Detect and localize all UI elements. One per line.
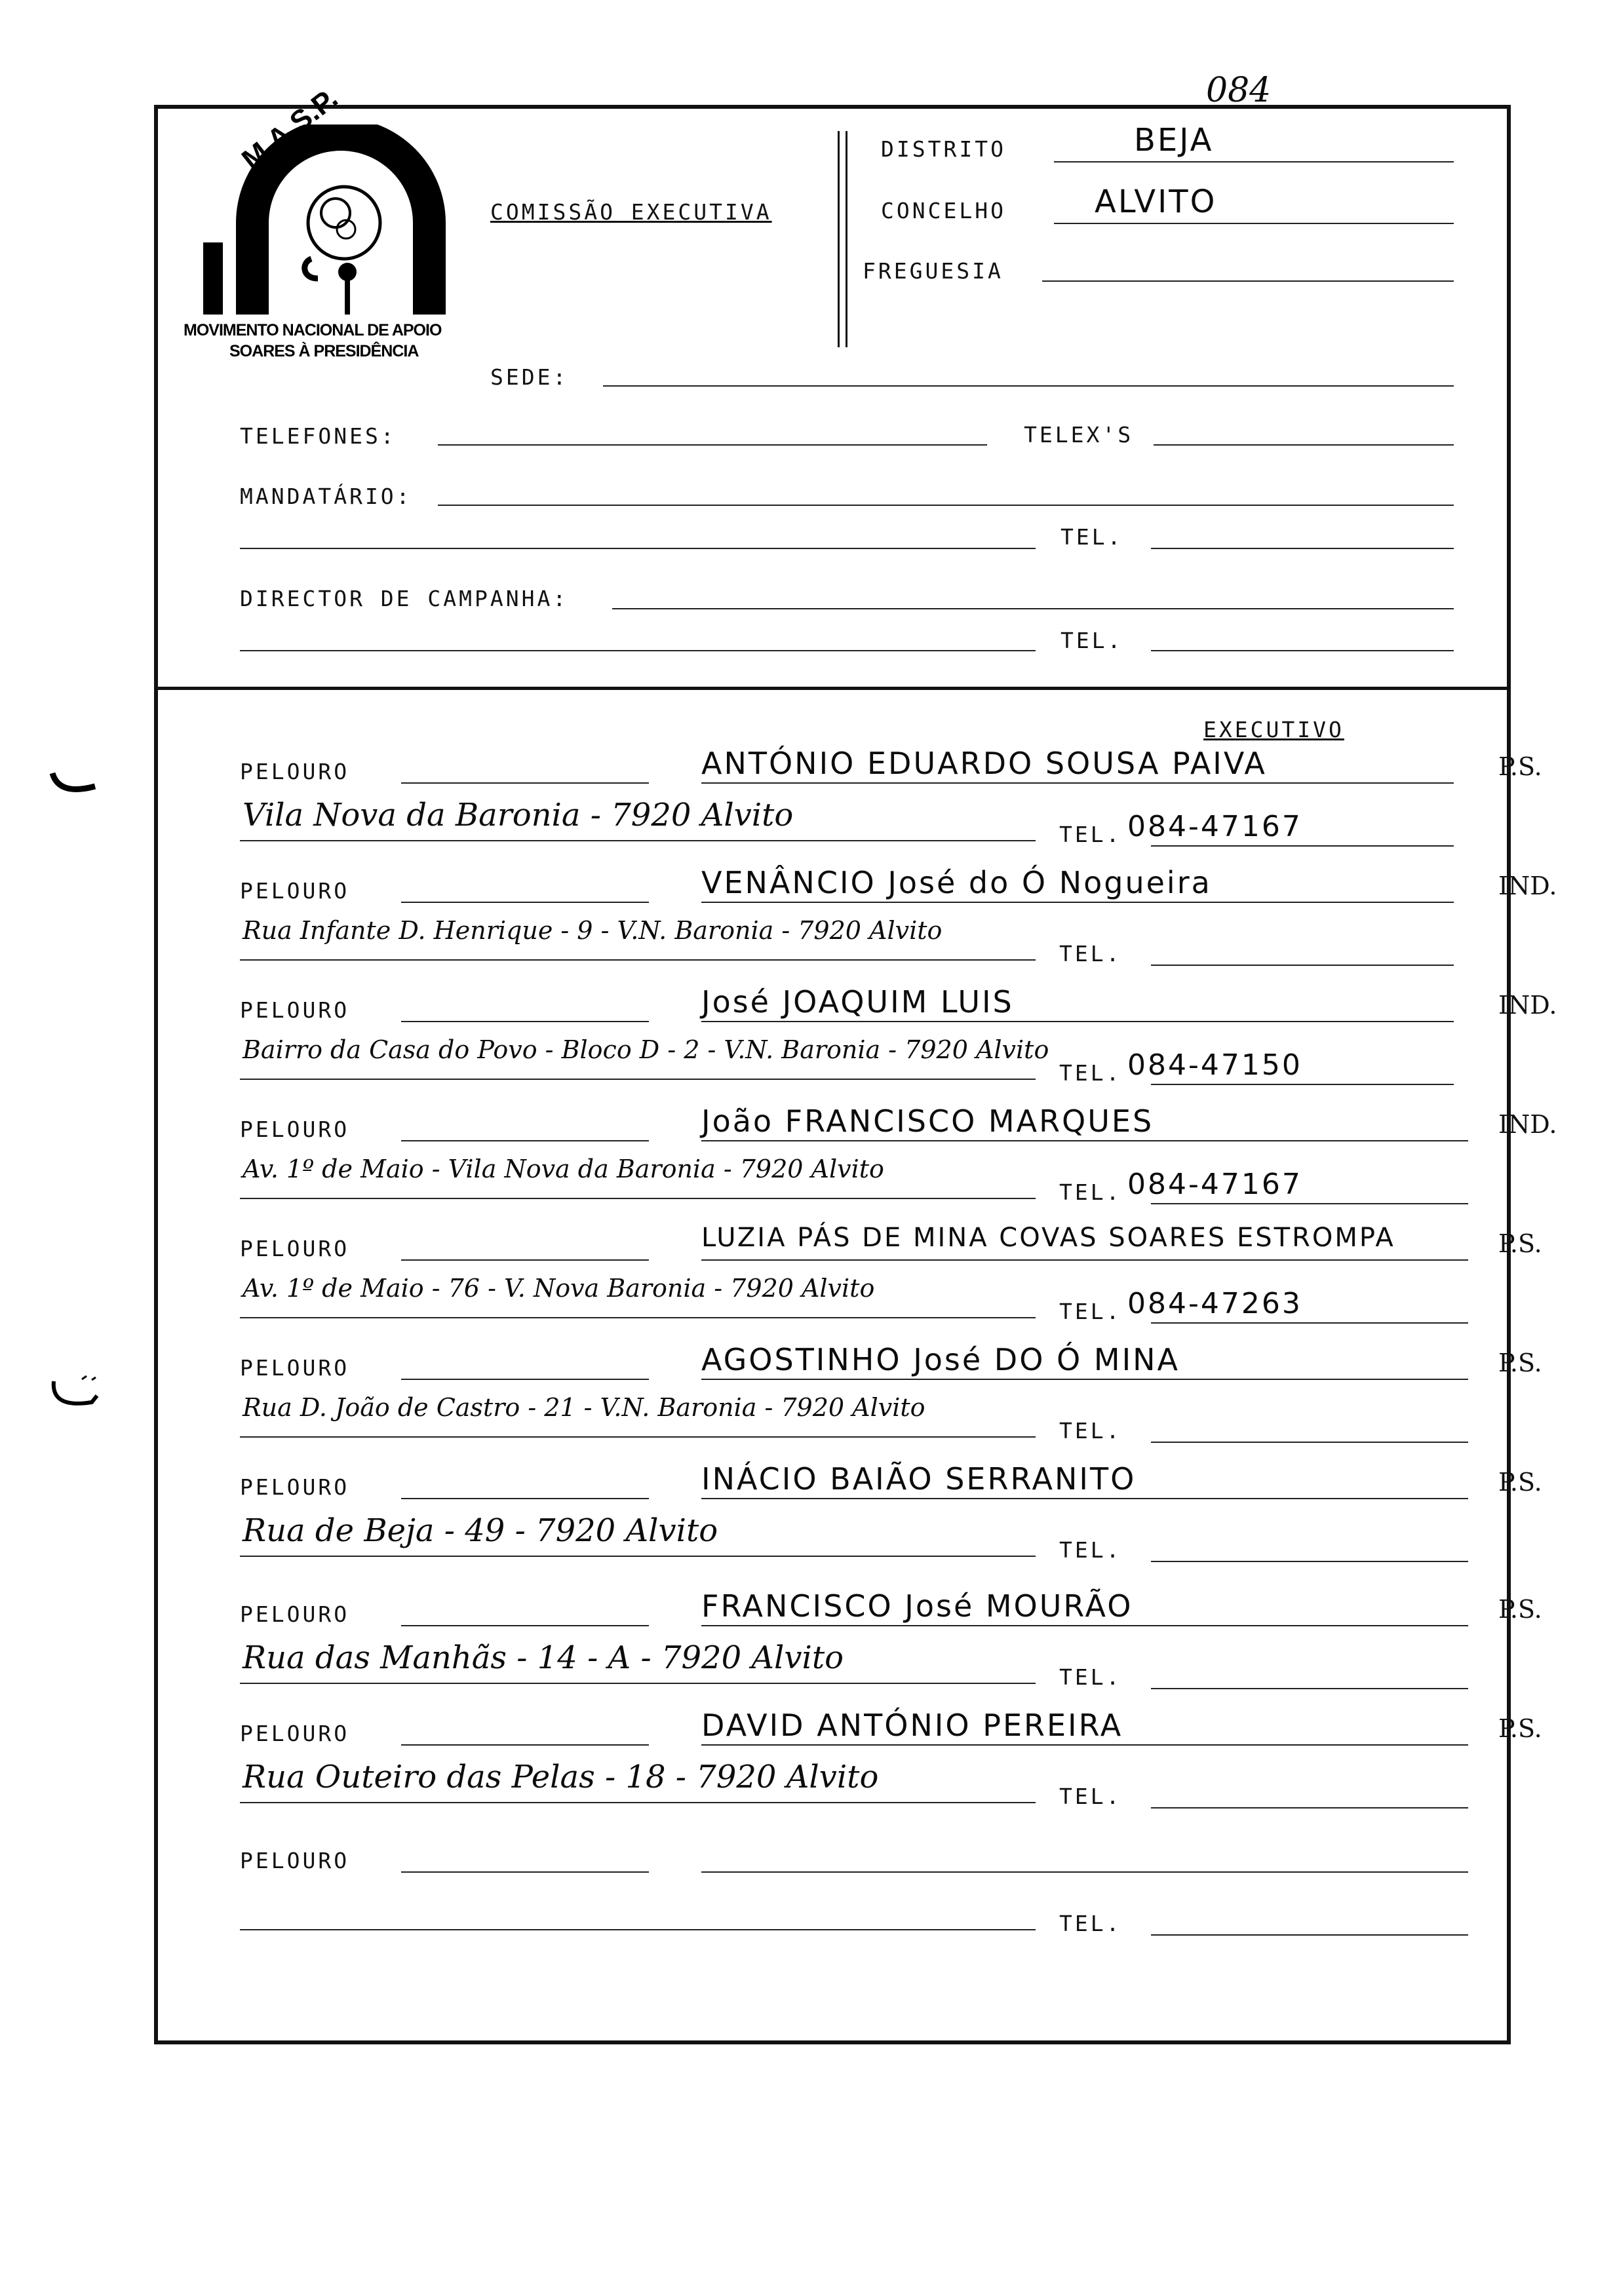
parish-label: FREGUESIA: [863, 258, 1003, 284]
pelouro-field[interactable]: [401, 902, 649, 903]
member-address-field[interactable]: [240, 1317, 1036, 1318]
pelouro-label: PELOURO: [240, 878, 350, 904]
member-party: P.S.: [1498, 1595, 1542, 1624]
pelouro-field[interactable]: [401, 1140, 649, 1141]
header-divider: [154, 687, 1511, 690]
mandatary-field-2[interactable]: [240, 548, 1036, 549]
member-name: INÁCIO BAIÃO SERRANITO: [701, 1461, 1137, 1497]
campaign-director-label: DIRECTOR DE CAMPANHA:: [240, 586, 569, 611]
pelouro-label: PELOURO: [240, 1236, 350, 1261]
member-address: Rua Outeiro das Pelas - 18 - 7920 Alvito: [243, 1759, 879, 1795]
logo-line-1: MOVIMENTO NACIONAL DE APOIO: [184, 321, 442, 339]
member-address-field[interactable]: [240, 1198, 1036, 1199]
parish-field[interactable]: [1042, 280, 1454, 282]
campaign-director-tel-label: TEL.: [1060, 628, 1123, 653]
member-address-field[interactable]: [240, 1802, 1036, 1803]
member-tel-label: TEL.: [1059, 1418, 1122, 1444]
seat-field[interactable]: [603, 385, 1454, 387]
member-party: P.S.: [1498, 752, 1542, 781]
member-address: Av. 1º de Maio - 76 - V. Nova Baronia - 7920 Alvito: [243, 1274, 875, 1303]
member-tel: 084-47167: [1127, 810, 1302, 843]
pelouro-field[interactable]: [401, 1021, 649, 1022]
member-tel-field[interactable]: [1151, 845, 1454, 847]
district-field[interactable]: [1054, 161, 1454, 163]
district-value: BEJA: [1134, 122, 1214, 159]
member-name-field[interactable]: [701, 1625, 1468, 1626]
member-tel-field[interactable]: [1151, 965, 1454, 966]
pelouro-label: PELOURO: [240, 1117, 350, 1142]
member-tel-label: TEL.: [1059, 1664, 1122, 1690]
logo-acronym: M.A.S.P.: [236, 82, 344, 176]
telex-field[interactable]: [1154, 444, 1454, 446]
member-name-field[interactable]: [701, 902, 1454, 903]
pelouro-field[interactable]: [401, 1871, 649, 1873]
mandatary-field[interactable]: [438, 505, 1454, 506]
council-value: ALVITO: [1095, 183, 1217, 220]
header-vertical-rule-2: [846, 131, 847, 347]
member-address-field[interactable]: [240, 959, 1036, 961]
member-name: José JOAQUIM LUIS: [701, 984, 1014, 1020]
header-vertical-rule-1: [838, 131, 840, 347]
pelouro-label: PELOURO: [240, 997, 350, 1023]
member-name-field[interactable]: [701, 1498, 1468, 1499]
pelouro-label: PELOURO: [240, 1721, 350, 1746]
council-label: CONCELHO: [881, 198, 1006, 223]
member-tel-label: TEL.: [1059, 822, 1122, 847]
form-frame: [154, 105, 1511, 2044]
member-address-field[interactable]: [240, 1436, 1036, 1438]
district-label: DISTRITO: [881, 136, 1006, 162]
mandatary-tel-field[interactable]: [1151, 548, 1454, 549]
pelouro-field[interactable]: [401, 1498, 649, 1499]
member-tel-field[interactable]: [1151, 1084, 1454, 1085]
member-address: Rua Infante D. Henrique - 9 - V.N. Baronia - 7920 Alvito: [243, 916, 943, 945]
member-party: IND.: [1498, 991, 1557, 1020]
member-name: AGOSTINHO José DO Ó MINA: [701, 1342, 1180, 1377]
member-tel-label: TEL.: [1059, 1537, 1122, 1563]
member-name: LUZIA PÁS DE MINA COVAS SOARES ESTROMPA: [701, 1223, 1395, 1253]
phones-field[interactable]: [438, 444, 987, 446]
member-address-field[interactable]: [240, 1683, 1036, 1684]
campaign-director-field[interactable]: [612, 608, 1454, 609]
executive-heading: EXECUTIVO: [1203, 717, 1344, 742]
member-name-field[interactable]: [701, 1021, 1454, 1022]
member-party: P.S.: [1498, 1468, 1542, 1497]
member-name-field[interactable]: [701, 1140, 1468, 1141]
punch-hole-mark-top: [46, 767, 105, 806]
member-tel-label: TEL.: [1059, 941, 1122, 966]
member-name: FRANCISCO José MOURÃO: [701, 1588, 1133, 1624]
pelouro-field[interactable]: [401, 1744, 649, 1746]
masp-emblem: [184, 124, 472, 321]
council-field[interactable]: [1054, 223, 1454, 224]
member-name-field[interactable]: [701, 1871, 1468, 1873]
campaign-director-tel-field[interactable]: [1151, 650, 1454, 651]
member-tel-field[interactable]: [1151, 1561, 1468, 1562]
member-party: IND.: [1498, 871, 1557, 900]
member-party: IND.: [1498, 1110, 1557, 1139]
phones-label: TELEFONES:: [240, 423, 397, 449]
member-address: Bairro da Casa do Povo - Bloco D - 2 - V.N. Baronia - 7920 Alvito: [243, 1035, 1049, 1064]
member-tel-field[interactable]: [1151, 1322, 1468, 1324]
member-name: VENÂNCIO José do Ó Nogueira: [701, 865, 1212, 900]
member-party: P.S.: [1498, 1349, 1542, 1377]
pelouro-label: PELOURO: [240, 1474, 350, 1500]
member-tel-label: TEL.: [1059, 1179, 1122, 1205]
pelouro-label: PELOURO: [240, 1355, 350, 1381]
member-address-field[interactable]: [240, 840, 1036, 841]
punch-hole-mark-bottom: [46, 1369, 105, 1422]
member-tel-field[interactable]: [1151, 1203, 1468, 1204]
member-name-field[interactable]: [701, 1259, 1468, 1261]
pelouro-label: PELOURO: [240, 1848, 350, 1873]
pelouro-field[interactable]: [401, 1259, 649, 1261]
telex-label: TELEX'S: [1024, 422, 1134, 448]
logo-line-2: SOARES À PRESIDÊNCIA: [229, 342, 419, 360]
member-name-field[interactable]: [701, 1744, 1468, 1746]
page-number: 084: [1206, 71, 1272, 110]
member-address: Rua das Manhãs - 14 - A - 7920 Alvito: [243, 1639, 844, 1676]
member-tel: 084-47263: [1127, 1287, 1302, 1320]
member-tel-label: TEL.: [1059, 1060, 1122, 1086]
member-tel-label: TEL.: [1059, 1784, 1122, 1809]
member-name-field[interactable]: [701, 782, 1454, 784]
member-address: Vila Nova da Baronia - 7920 Alvito: [243, 797, 794, 833]
member-address-field[interactable]: [240, 1929, 1036, 1930]
member-name: ANTÓNIO EDUARDO SOUSA PAIVA: [701, 746, 1267, 781]
pelouro-field[interactable]: [401, 1379, 649, 1380]
pelouro-field[interactable]: [401, 782, 649, 784]
member-party: P.S.: [1498, 1714, 1542, 1743]
member-tel-field[interactable]: [1151, 1442, 1468, 1443]
member-tel-field[interactable]: [1151, 1934, 1468, 1936]
member-party: P.S.: [1498, 1229, 1542, 1258]
member-name: DAVID ANTÓNIO PEREIRA: [701, 1708, 1123, 1743]
member-name-field[interactable]: [701, 1379, 1468, 1380]
mandatary-tel-label: TEL.: [1060, 524, 1123, 550]
seat-label: SEDE:: [490, 364, 569, 390]
pelouro-label: PELOURO: [240, 1601, 350, 1627]
member-tel-field[interactable]: [1151, 1688, 1468, 1689]
member-tel: 084-47167: [1127, 1168, 1302, 1201]
member-tel-label: TEL.: [1059, 1299, 1122, 1324]
pelouro-field[interactable]: [401, 1625, 649, 1626]
mandatary-label: MANDATÁRIO:: [240, 484, 412, 509]
member-tel: 084-47150: [1127, 1048, 1302, 1082]
masp-logo: [184, 82, 472, 387]
member-address-field[interactable]: [240, 1079, 1036, 1080]
member-name: João FRANCISCO MARQUES: [701, 1103, 1154, 1139]
member-tel-field[interactable]: [1151, 1807, 1468, 1808]
member-tel-label: TEL.: [1059, 1911, 1122, 1936]
member-address: Rua de Beja - 49 - 7920 Alvito: [243, 1512, 718, 1549]
pelouro-label: PELOURO: [240, 759, 350, 784]
campaign-director-field-2[interactable]: [240, 650, 1036, 651]
member-address: Av. 1º de Maio - Vila Nova da Baronia - 7920 Alvito: [243, 1155, 884, 1183]
member-address: Rua D. João de Castro - 21 - V.N. Baronia - 7920 Alvito: [243, 1393, 925, 1422]
commission-label: COMISSÃO EXECUTIVA: [490, 199, 772, 225]
member-address-field[interactable]: [240, 1556, 1036, 1557]
